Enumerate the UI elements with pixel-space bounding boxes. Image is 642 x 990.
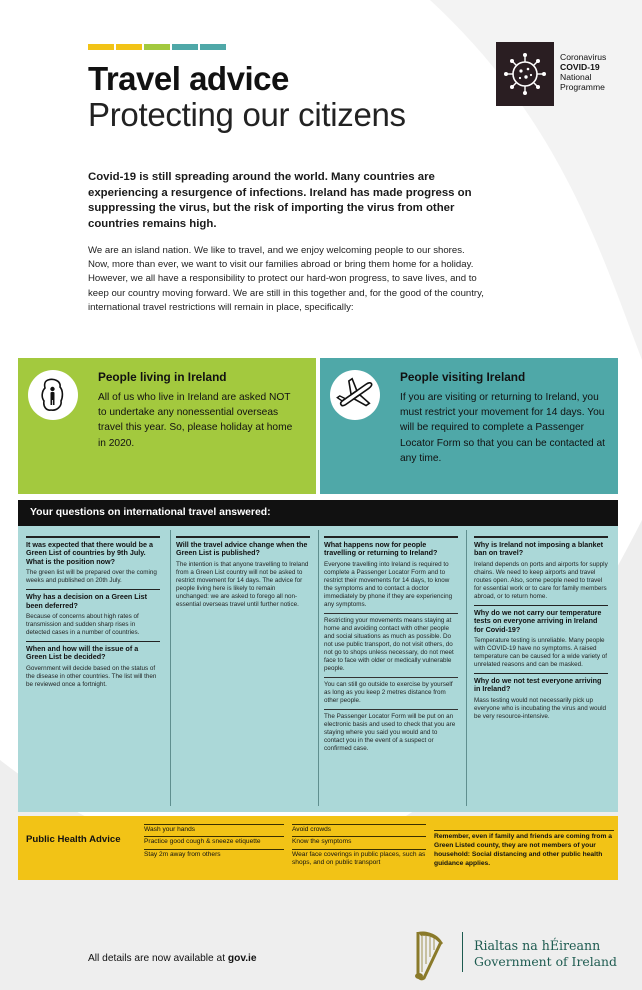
panel-living-in-ireland bbox=[18, 358, 316, 494]
logo-line: National bbox=[560, 72, 592, 82]
health-advice-item: Know the symptoms bbox=[292, 836, 426, 848]
covid-logo-text bbox=[560, 52, 606, 92]
virus-icon bbox=[496, 42, 554, 106]
column-divider bbox=[170, 530, 171, 806]
answer-text: The green list will be prepared over the coming weeks and published on 20th July. bbox=[26, 569, 157, 585]
question-heading: It was expected that there would be a Green List of countries by 9th July. What is the position now? bbox=[26, 536, 160, 566]
footer-details bbox=[88, 953, 257, 964]
health-advice-item: Wear face coverings in public places, such as shops, and on public transport bbox=[292, 849, 426, 870]
question-heading: Why do we not carry our temperature tests on everyone arriving in Ireland for Covid-19? bbox=[474, 605, 608, 634]
column-divider bbox=[466, 530, 467, 806]
health-advice-column-2 bbox=[292, 824, 426, 870]
questions-column-1 bbox=[26, 536, 160, 693]
logo-line: COVID-19 bbox=[560, 62, 600, 72]
stripe-segment bbox=[172, 44, 198, 50]
health-reminder-note: Remember, even if family and friends are coming from a Green Listed county, they are not members of your household: Social distancing and other public health guidance applies. bbox=[434, 830, 614, 868]
answer-text: Mass testing would not necessarily pick up everyone who is incubating the virus and would be very resource-intensive. bbox=[474, 696, 606, 720]
ireland-map-person-icon bbox=[28, 370, 78, 420]
panel-text: If you are visiting or returning to Ireland, you must restrict your movement for 14 days. You will be required to complete a Passenger Locator Form so that you can be contacted at any time. bbox=[400, 392, 605, 464]
health-advice-item: Practice good cough & sneeze etiquette bbox=[144, 836, 284, 848]
question-heading: What happens now for people travelling or returning to Ireland? bbox=[324, 536, 458, 558]
question-heading: When and how will the issue of a Green List be decided? bbox=[26, 641, 160, 662]
health-advice-item: Avoid crowds bbox=[292, 824, 426, 836]
answer-text: Because of concerns about high rates of transmission and sudden sharp rises in detected cases in a number of countries. bbox=[26, 613, 140, 637]
questions-column-3 bbox=[324, 536, 458, 757]
questions-heading: Your questions on international travel answered: bbox=[18, 500, 618, 526]
covid-logo bbox=[496, 42, 554, 106]
answer-text: Everyone travelling into Ireland is required to complete a Passenger Locator Form and to restrict their movements for 14 days, to know the symptoms and to contact a doctor immediately by phone if they are experiencing any symptoms. bbox=[324, 560, 453, 608]
answer-text: Government will decide based on the status of the disease in other countries. The list will then be reviewed once a fortnight. bbox=[26, 664, 157, 688]
health-advice-item: Wash your hands bbox=[144, 824, 284, 836]
airplane-icon bbox=[330, 370, 380, 420]
logo-line: Programme bbox=[560, 82, 605, 92]
harp-icon bbox=[412, 928, 446, 982]
question-heading: Why do we not test everyone arriving in Ireland? bbox=[474, 673, 608, 694]
intro-paragraph: Covid-19 is still spreading around the world. Many countries are experiencing a resurgence of infections. Ireland has made progress on suppressing the virus, but the risk of importing the virus from other countries remains high. bbox=[88, 171, 472, 230]
question-heading: Why has a decision on a Green List been deferred? bbox=[26, 589, 160, 610]
column-divider bbox=[318, 530, 319, 806]
body-paragraph: We are an island nation. We like to travel, and we enjoy welcoming people to our shores. Now, more than ever, we want to visit our families abroad or bring them home for a holiday. However, we all have a responsibility to protect our hard-won progress, to save lives, and to keep our country moving forward. We are still in this together and, for the good of the country, international travel restrictions will remain in place, specifically: bbox=[88, 245, 484, 313]
government-name-english: Government of Ireland bbox=[474, 954, 617, 969]
answer-text: The Passenger Locator Form will be put on an electronic basis and used to check that you are staying where you said you would and to contact you in the event of a suspect or confirmed case. bbox=[324, 709, 458, 753]
panel-title: People visiting Ireland bbox=[400, 370, 526, 384]
stripe-segment bbox=[88, 44, 114, 50]
government-name-irish: Rialtas na hÉireann bbox=[474, 938, 601, 953]
answer-text: Temperature testing is unreliable. Many people with COVID-19 have no symptoms. A raised temperature can be caused for a wide variety of unrelated reasons and can be masked. bbox=[474, 637, 608, 669]
answer-text: Restricting your movements means staying at home and avoiding contact with other people and social situations as much as possible. Do not use public transport, do not visit others, do not go to shops unless necessary, do not meet face to face with older or medically vulnerable people. bbox=[324, 613, 458, 673]
questions-column-4 bbox=[474, 536, 608, 725]
footer-link[interactable]: gov.ie bbox=[227, 953, 257, 964]
health-advice-item: Stay 2m away from others bbox=[144, 849, 284, 861]
answer-text: The intention is that anyone travelling to Ireland from a Green List country will not be asked to restrict movement for 14 days. The advice for people living here is likely to remain unchanged: we are asked to forego all non-essential overseas travel until further notice. bbox=[176, 560, 309, 608]
logo-line: Coronavirus bbox=[560, 52, 607, 62]
public-health-title: Public Health Advice bbox=[26, 834, 121, 845]
color-stripe bbox=[88, 44, 226, 50]
answer-text: Ireland depends on ports and airports for supply chains. We need to keep airports and travel routes open. Also, some people need to travel for essential work or to care for family members abroad, or to return home. bbox=[474, 560, 608, 600]
stripe-segment bbox=[144, 44, 170, 50]
stripe-segment bbox=[200, 44, 226, 50]
panel-visiting-ireland bbox=[320, 358, 618, 494]
panel-title: People living in Ireland bbox=[98, 370, 227, 384]
questions-column-2 bbox=[176, 536, 310, 613]
footer-text: All details are now available at bbox=[88, 953, 228, 964]
stripe-segment bbox=[116, 44, 142, 50]
health-advice-column-1 bbox=[144, 824, 284, 861]
question-heading: Why is Ireland not imposing a blanket ban on travel? bbox=[474, 536, 608, 558]
question-heading: Will the travel advice change when the Green List is published? bbox=[176, 536, 310, 558]
government-divider bbox=[462, 932, 463, 972]
page-subtitle: Protecting our citizens bbox=[88, 96, 406, 133]
panel-text: All of us who live in Ireland are asked NOT to undertake any nonessential overseas travel this year. So, please holiday at home in 2020. bbox=[98, 392, 293, 449]
answer-text: You can still go outside to exercise by yourself as long as you keep 2 metres distance from other people. bbox=[324, 677, 458, 705]
page-title: Travel advice bbox=[88, 60, 289, 97]
